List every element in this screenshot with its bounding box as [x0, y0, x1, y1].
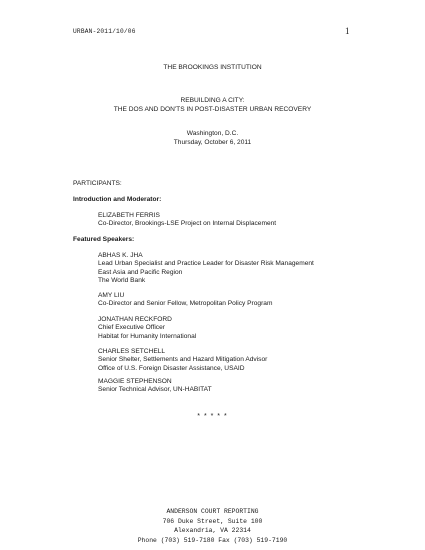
speaker-affiliation: Senior Shelter, Settlements and Hazard Mitigation Advisor [98, 356, 268, 364]
event-date: Thursday, October 6, 2011 [173, 138, 252, 146]
speaker-name: AMY LIU [98, 292, 125, 299]
featured-heading: Featured Speakers: [73, 236, 135, 243]
speaker-entry [98, 378, 212, 395]
moderator-affiliation: Co-Director, Brookings-LSE Project on Internal Displacement [98, 220, 277, 228]
speaker-affiliation: Senior Technical Advisor, UN-HABITAT [98, 386, 212, 394]
event-title-line1: REBUILDING A CITY: [180, 97, 245, 104]
section-separator: * * * * * [197, 413, 228, 420]
participants-label: PARTICIPANTS: [73, 180, 122, 187]
footer-line: 706 Duke Street, Suite 100 [162, 517, 263, 525]
speaker-affiliation: Habitat for Humanity International [98, 332, 197, 340]
footer-line: Alexandria, VA 22314 [174, 527, 251, 534]
document-id: URBAN-2011/10/06 [73, 28, 136, 35]
footer-line: ANDERSON COURT REPORTING [166, 508, 259, 515]
speaker-name: MAGGIE STEPHENSON [98, 378, 172, 385]
speaker-affiliation: Chief Executive Officer [98, 324, 165, 332]
speaker-affiliation: Lead Urban Specialist and Practice Leader for Disaster Risk Management [98, 260, 314, 268]
speaker-name: CHARLES SETCHELL [98, 348, 166, 355]
speaker-affiliation: The World Bank [98, 276, 146, 284]
speaker-entry [98, 348, 267, 373]
speaker-affiliation: Office of U.S. Foreign Disaster Assistance, USAID [98, 364, 245, 372]
speaker-entry [98, 252, 314, 285]
footer-line: Phone (703) 519-7180 Fax (703) 519-7190 [137, 536, 288, 544]
intro-heading: Introduction and Moderator: [73, 196, 162, 203]
page-number: 1 [345, 26, 350, 36]
moderator-entry [98, 212, 276, 229]
speaker-affiliation: East Asia and Pacific Region [98, 268, 183, 276]
speaker-entry [98, 316, 196, 341]
speaker-name: ABHAS K. JHA [98, 252, 143, 259]
speaker-entry [98, 292, 272, 309]
speaker-name: JONATHAN RECKFORD [98, 316, 172, 323]
event-title-line2: THE DOS AND DON'TS IN POST-DISASTER URBAN RECOVERY [113, 105, 312, 113]
moderator-name: ELIZABETH FERRIS [98, 212, 160, 219]
institution-name: THE BROOKINGS INSTITUTION [163, 64, 262, 71]
speaker-affiliation: Co-Director and Senior Fellow, Metropolitan Policy Program [98, 300, 273, 308]
event-location: Washington, D.C. [186, 130, 239, 137]
